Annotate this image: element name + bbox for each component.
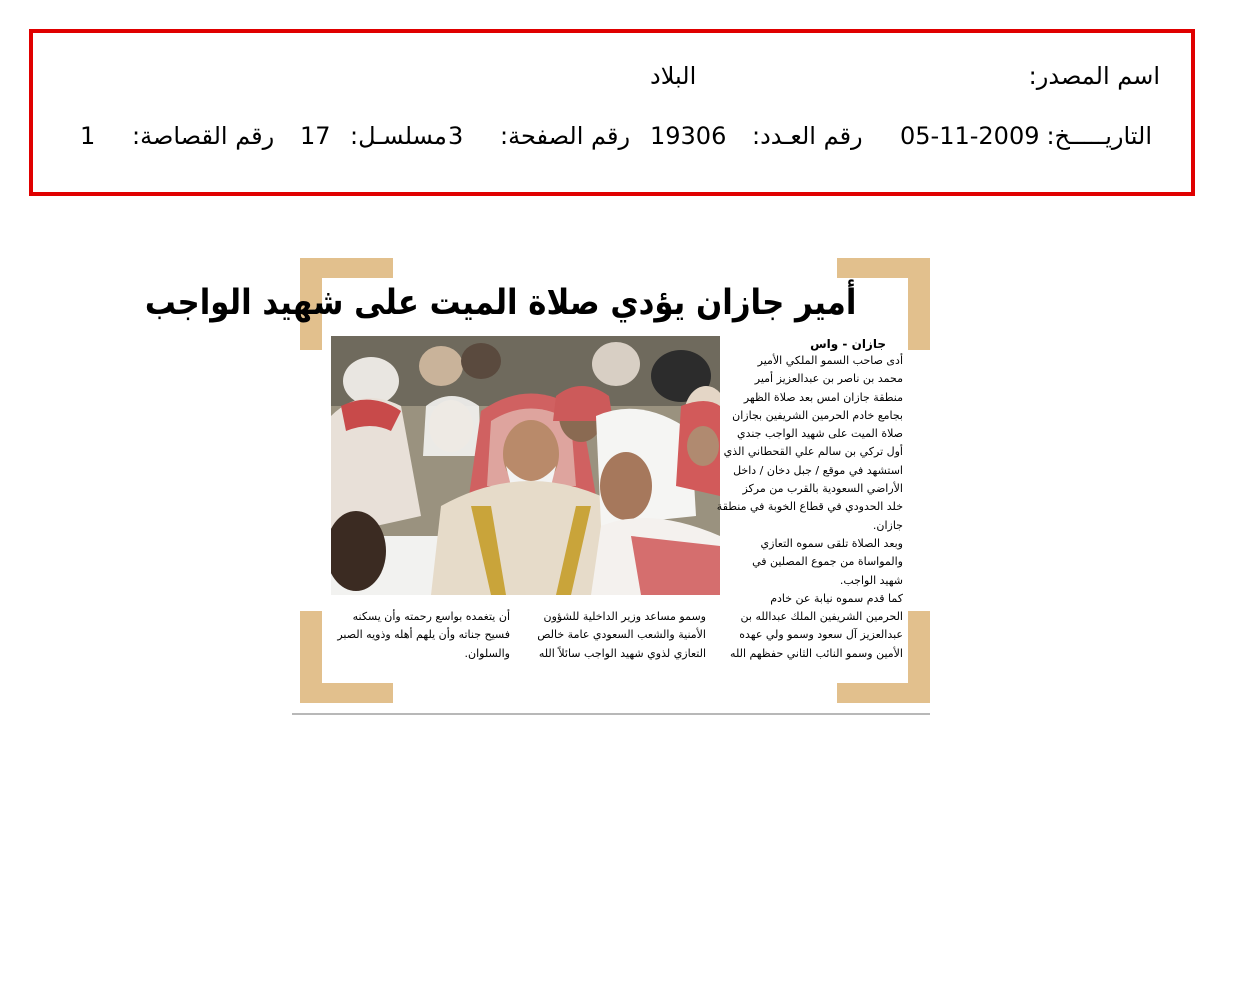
clip-value: 1 — [80, 122, 96, 150]
source-label: اسم المصدر: — [1028, 62, 1160, 90]
column-line: وسمو مساعد وزير الداخلية للشؤون — [543, 610, 706, 623]
column-line: التعازي لذوي شهيد الواجب سائلاً الله — [538, 646, 706, 660]
column-line: والسلوان. — [464, 646, 510, 660]
article-headline: أمير جازان يؤدي صلاة الميت على شهيد الواجب — [144, 283, 857, 323]
column-line: عبدالعزيز آل سعود وسمو ولي عهده — [739, 628, 903, 642]
column-line: الأراضي السعودية بالقرب من مركز — [742, 482, 903, 496]
page-value: 3 — [448, 122, 464, 150]
frame-corner-bl-v — [300, 611, 322, 703]
frame-corner-br-v — [908, 611, 930, 703]
bottom-divider — [292, 713, 930, 715]
column-line: شهيد الواجب. — [839, 573, 903, 587]
serial-label: مسلسـل: — [350, 122, 447, 150]
column-line: أن يتغمده بواسع رحمته وأن يسكنه — [352, 610, 510, 623]
page-label: رقم الصفحة: — [500, 122, 631, 150]
column-line: خلد الحدودي في قطاع الخوبة في منطقة — [716, 500, 903, 514]
column-line: كما قدم سموه نيابة عن خادم — [770, 591, 903, 605]
issue-value: 19306 — [650, 122, 727, 150]
column-line: والمواساة من جموع المصلين في — [752, 555, 903, 569]
date-value: 05-11-2009 — [900, 122, 1040, 150]
photo-illustration — [331, 336, 720, 595]
date-label: التاريـــــخ: — [1046, 122, 1152, 150]
column-line: فسيح جناته وأن يلهم أهله وذويه الصبر — [337, 628, 510, 642]
column-line: الأمنية والشعب السعودي عامة خالص — [537, 628, 706, 642]
article-column-1 — [716, 352, 903, 663]
column-line: جازان. — [872, 518, 903, 532]
clip-label: رقم القصاصة: — [132, 122, 275, 150]
column-line: منطقة جازان امس بعد صلاة الظهر — [743, 390, 903, 404]
source-value: البلاد — [650, 62, 697, 90]
issue-label: رقم العـدد: — [752, 122, 863, 150]
column-line: استشهد في موقع / جبل دخان / داخل — [733, 463, 903, 477]
column-line: الأمين وسمو النائب الثاني حفظهم الله — [730, 646, 903, 660]
column-line: الحرمين الشريفين الملك عبدالله بن — [740, 610, 903, 624]
article-column-3 — [326, 608, 510, 663]
article-byline: جازان - واس — [810, 337, 886, 351]
column-line: بجامع خادم الحرمين الشريفين بجازان — [732, 408, 903, 422]
column-line: صلاة الميت على شهيد الواجب جندي — [736, 427, 903, 441]
column-line: أول تركي بن سالم علي القحطاني الذي — [723, 445, 903, 459]
frame-corner-tr-v — [908, 258, 930, 350]
article-column-2 — [524, 608, 706, 663]
column-line: أدى صاحب السمو الملكي الأمير — [757, 354, 903, 367]
column-line: محمد بن ناصر بن عبدالعزيز أمير — [754, 372, 903, 386]
column-line: وبعد الصلاة تلقى سموه التعازي — [760, 536, 903, 550]
metadata-box — [29, 29, 1195, 196]
serial-value: 17 — [300, 122, 331, 150]
article-photo — [331, 336, 720, 595]
